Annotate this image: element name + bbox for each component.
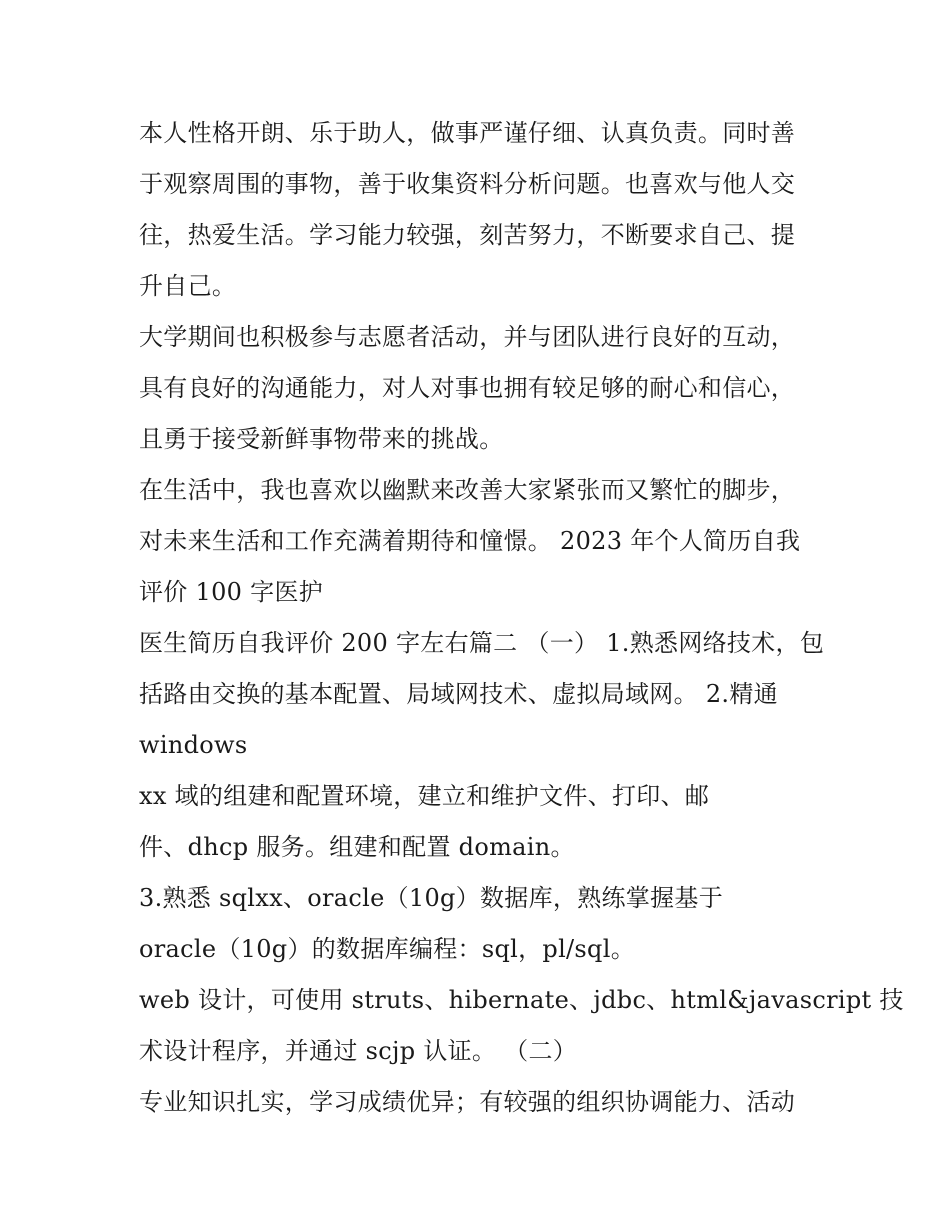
text-line: 评价 100 字医护 bbox=[139, 578, 324, 606]
text-line: 本人性格开朗、乐于助人，做事严谨仔细、认真负责。同时善 bbox=[139, 119, 796, 147]
text-line: 具有良好的沟通能力，对人对事也拥有较足够的耐心和信心， bbox=[139, 374, 796, 402]
text-line: 且勇于接受新鲜事物带来的挑战。 bbox=[139, 425, 504, 453]
text-line: oracle（10g）的数据库编程：sql，pl/sql。 bbox=[139, 935, 635, 963]
text-line: 件、dhcp 服务。组建和配置 domain。 bbox=[139, 833, 575, 861]
text-line: 3.熟悉 sqlxx、oracle（10g）数据库，熟练掌握基于 bbox=[139, 884, 724, 912]
text-line: 往，热爱生活。学习能力较强，刻苦努力，不断要求自己、提 bbox=[139, 221, 796, 249]
text-line: web 设计，可使用 struts、hibernate、jdbc、html&javascript 技 bbox=[139, 986, 904, 1014]
text-line: windows bbox=[139, 731, 248, 759]
text-line: xx 域的组建和配置环境，建立和维护文件、打印、邮 bbox=[139, 782, 710, 810]
body-text bbox=[139, 108, 904, 1128]
text-line: 括路由交换的基本配置、局域网技术、虚拟局域网。 2.精通 bbox=[139, 680, 778, 708]
text-line: 专业知识扎实，学习成绩优异；有较强的组织协调能力、活动 bbox=[139, 1088, 796, 1116]
text-line: 于观察周围的事物，善于收集资料分析问题。也喜欢与他人交 bbox=[139, 170, 796, 198]
text-line: 对未来生活和工作充满着期待和憧憬。 2023 年个人简历自我 bbox=[139, 527, 801, 555]
text-line: 在生活中，我也喜欢以幽默来改善大家紧张而又繁忙的脚步， bbox=[139, 476, 796, 504]
text-line: 大学期间也积极参与志愿者活动，并与团队进行良好的互动， bbox=[139, 323, 796, 351]
text-line: 医生简历自我评价 200 字左右篇二 （一） 1.熟悉网络技术，包 bbox=[139, 629, 825, 657]
text-line: 术设计程序，并通过 scjp 认证。 （二） bbox=[139, 1037, 578, 1065]
text-line: 升自己。 bbox=[139, 272, 237, 300]
